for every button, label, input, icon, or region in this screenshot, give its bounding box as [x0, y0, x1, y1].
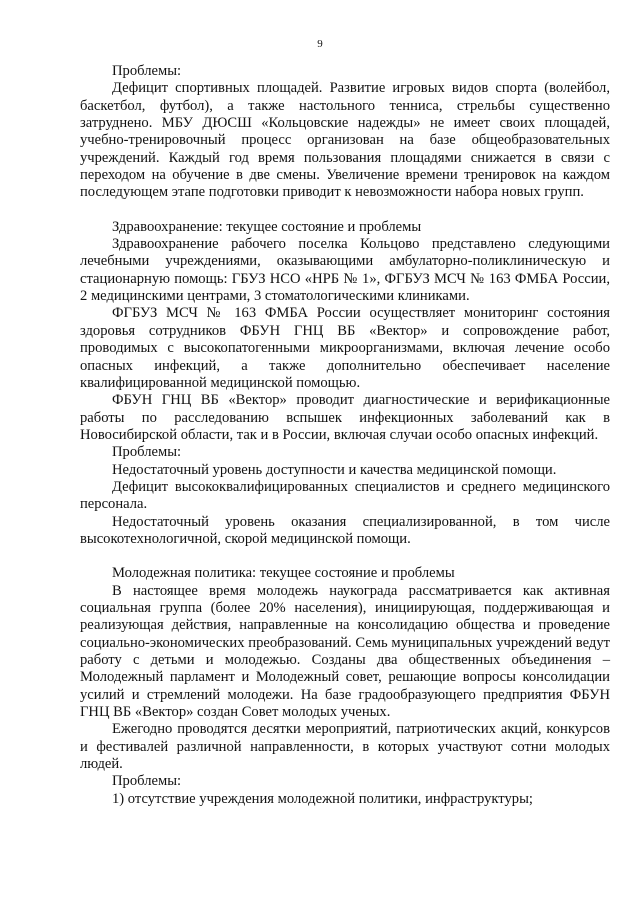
healthcare-problem-access: Недостаточный уровень доступности и качества медицинской помощи.: [112, 461, 557, 478]
healthcare-institutions-paragraph: Здравоохранение рабочего поселка Кольцово представлено следующими лечебными учреждениями, оказывающими амбулаторно-поликлиническую и стационарную помощь: ГБУЗ НСО «НРБ № 1», ФГБУЗ МСЧ № 163 ФМБА России, 2 медицинскими центрами, 3 стоматологическими клиниками.: [80, 236, 610, 305]
healthcare-section-heading: Здравоохранение: текущее состояние и проблемы: [112, 218, 422, 235]
document-body: [80, 63, 610, 808]
youth-overview-paragraph: В настоящее время молодежь наукограда рассматривается как активная социальная группа (более 20% населения), инициирующая, поддерживающая и реализующая действия, направленные на консолидацию общества и проведение социально-экономических преобразований. Семь муниципальных учреждений ведут работу с детьми и молодежью. Созданы два общественных объединения – Молодежный парламент и Молодежный совет, решающие вопросы консолидации усилий и стремлений молодежи. На базе градообразующего предприятия ФБУН ГНЦ ВБ «Вектор» создан Совет молодых ученых.: [80, 582, 610, 721]
healthcare-problem-staff: Дефицит высококвалифицированных специалистов и среднего медицинского персонала.: [80, 478, 610, 513]
youth-section-heading: Молодежная политика: текущее состояние и проблемы: [112, 565, 455, 582]
youth-events-paragraph: Ежегодно проводятся десятки мероприятий, патриотических акций, конкурсов и фестивалей различной направленности, в которых участвуют сотни молодых людей.: [80, 721, 610, 773]
youth-problem-1: 1) отсутствие учреждения молодежной политики, инфраструктуры;: [112, 790, 533, 807]
healthcare-problems-heading: Проблемы:: [112, 444, 182, 461]
page-number: 9: [317, 38, 323, 50]
sport-problems-text: Дефицит спортивных площадей. Развитие игровых видов спорта (волейбол, баскетбол, футбол), а также настольного тенниса, стрельбы существенно затруднено. МБУ ДЮСШ «Кольцовские надежды» не имеет своих площадей, учебно-тренировочный процесс организован на базе общеобразовательных учреждений. Каждый год время пользования площадями снижается в связи с переходом на обучение в две смены. Увеличение времени тренировок на каждом последующем этапе подготовки приводит к невозможности набора новых групп.: [80, 80, 610, 201]
medical-unit-paragraph: ФГБУЗ МСЧ № 163 ФМБА России осуществляет мониторинг состояния здоровья сотрудников ФБУН ГНЦ ВБ «Вектор» и сопровождение работ, проводимых с высокопатогенными микроорганизмами, включая лечение особо опасных инфекций, а также дополнительно обеспечивает население квалифицированной медицинской помощью.: [80, 305, 610, 391]
sport-problems-heading: Проблемы:: [112, 63, 182, 79]
healthcare-problem-specialized: Недостаточный уровень оказания специализированной, в том числе высокотехнологичной, скорой медицинской помощи.: [80, 513, 610, 547]
youth-problems-heading: Проблемы:: [112, 773, 182, 790]
vector-center-paragraph: ФБУН ГНЦ ВБ «Вектор» проводит диагностические и верификационные работы по расследованию вспышек инфекционных заболеваний как в Новосибирской области, так и в России, включая случаи особо опасных инфекций.: [80, 392, 610, 443]
